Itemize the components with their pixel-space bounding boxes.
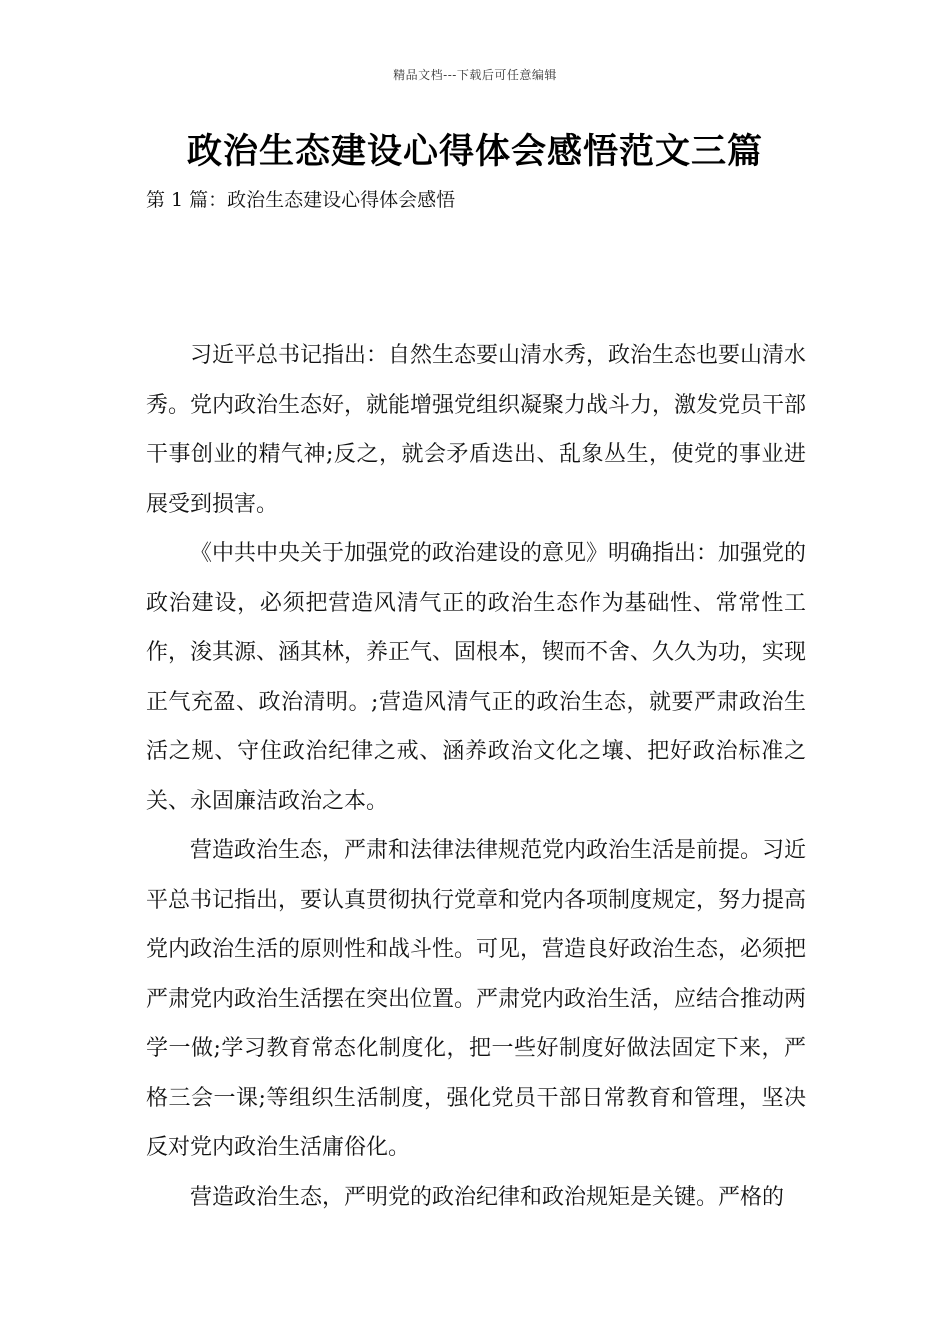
paragraph-4: 营造政治生态，严明党的政治纪律和政治规矩是关键。严格的	[190, 1184, 785, 1210]
paragraph-3: 营造政治生态，严肃和法律法律规范党内政治生活是前提。习近平总书记指出，要认真贯彻执行党章和党内各项制度规定，努力提高党内政治生活的原则性和战斗性。可见，营造良好政治生态，必须把严肃党内政治生活摆在突出位置。严肃党内政治生活，应结合推动两学一做;学习教育常态化制度化，把一些好制度好做法固定下来，严格三会一课;等组织生活制度，强化党员干部日常教育和管理，坚决反对党内政治生活庸俗化。	[146, 838, 807, 1160]
document-body	[146, 331, 806, 1222]
paragraph-2: 《中共中央关于加强党的政治建设的意见》明确指出：加强党的政治建设，必须把营造风清气正的政治生态作为基础性、常常性工作，浚其源、涵其林，养正气、固根本，锲而不舍、久久为功，实现正气充盈、政治清明。;营造风清气正的政治生态，就要严肃政治生活之规、守住政治纪律之戒、涵养政治文化之壤、把好政治标准之关、永固廉洁政治之本。	[146, 541, 807, 814]
header-note: 精品文档---下载后可任意编辑	[393, 68, 557, 82]
paragraph-1: 习近平总书记指出：自然生态要山清水秀，政治生态也要山清水秀。党内政治生态好，就能增强党组织凝聚力战斗力，激发党员干部干事创业的精气神;反之，就会矛盾迭出、乱象丛生，使党的事业进展受到损害。	[146, 343, 807, 517]
document-title: 政治生态建设心得体会感悟范文三篇	[186, 131, 763, 172]
document-subtitle: 第 1 篇：政治生态建设心得体会感悟	[146, 189, 456, 211]
